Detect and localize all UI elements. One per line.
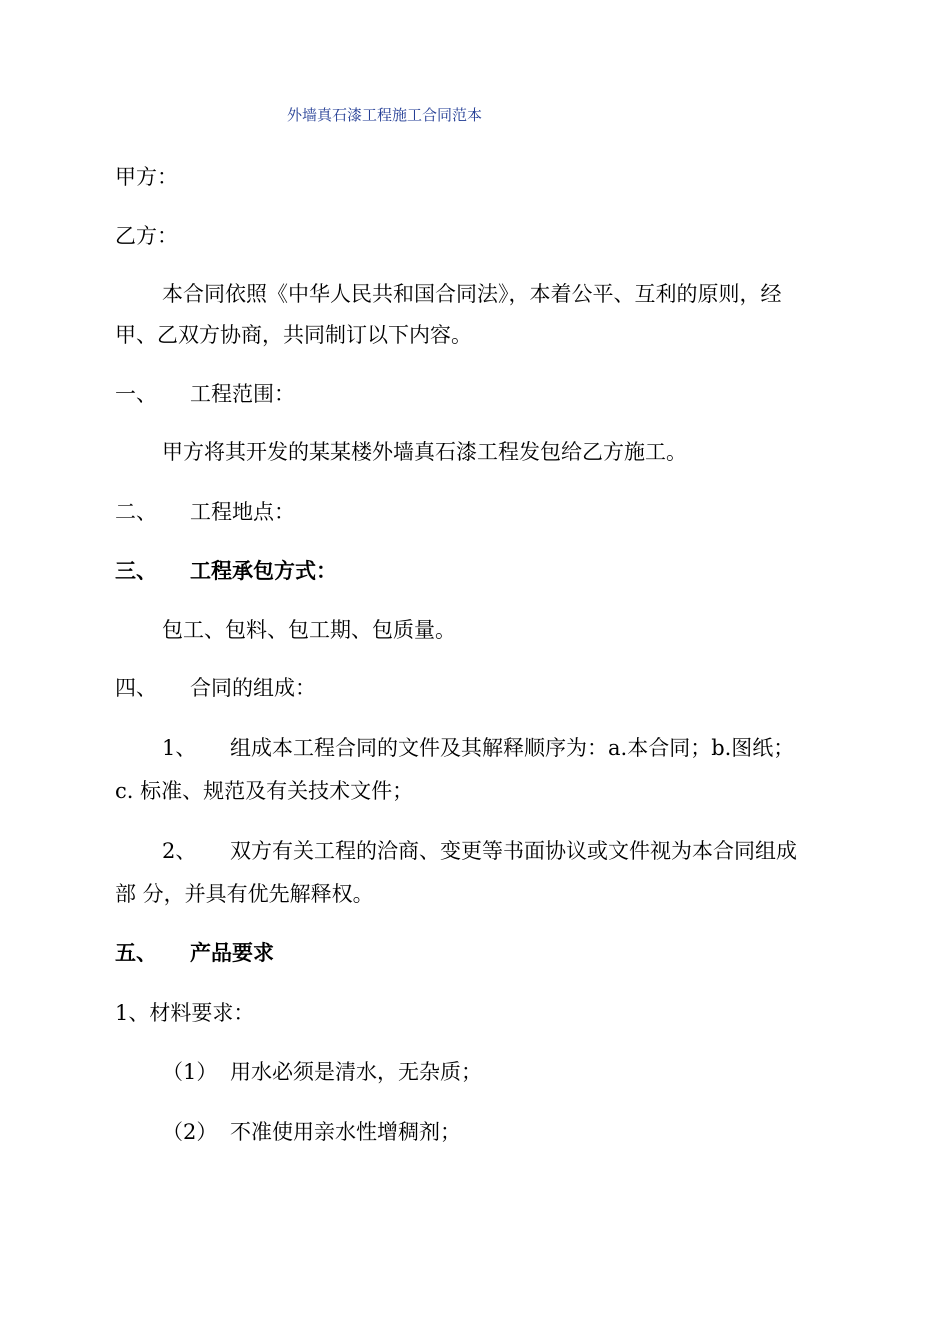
section-title: 合同的组成： xyxy=(190,676,316,700)
section-heading-1 xyxy=(115,379,295,409)
section-number: 四、 xyxy=(115,676,157,700)
section-heading-4 xyxy=(115,673,316,703)
section-title: 工程承包方式： xyxy=(190,558,337,583)
section-number: 二、 xyxy=(115,500,157,524)
document-title: 外墙真石漆工程施工合同范本 xyxy=(287,106,483,124)
item-number: 1、 xyxy=(162,736,197,760)
material-item-2 xyxy=(162,1117,461,1147)
intro-paragraph-line1: 本合同依照《中华人民共和国合同法》，本着公平、互利的原则，经 xyxy=(162,282,782,306)
item-number: （1） xyxy=(162,1060,218,1084)
item-text: 用水必须是清水，无杂质； xyxy=(230,1060,482,1084)
composition-item-1-line2: c. 标准、规范及有关技术文件； xyxy=(115,779,414,803)
section-body-3: 包工、包料、包工期、包质量。 xyxy=(162,618,456,642)
party-a-label: 甲方： xyxy=(115,165,178,189)
intro-paragraph-line2: 甲、乙双方协商，共同制订以下内容。 xyxy=(115,323,472,347)
item-number: （2） xyxy=(162,1120,218,1144)
item-text: 不准使用亲水性增稠剂； xyxy=(230,1120,461,1144)
material-item-1 xyxy=(162,1057,482,1087)
material-heading: 1、材料要求： xyxy=(115,1001,255,1025)
section-number: 五、 xyxy=(115,940,157,965)
item-number: 2、 xyxy=(162,839,197,863)
composition-item-2-line1 xyxy=(162,836,797,866)
composition-item-1-line1 xyxy=(162,733,794,763)
composition-item-2-line2: 部 分，并具有优先解释权。 xyxy=(115,882,374,906)
section-body-1: 甲方将其开发的某某楼外墙真石漆工程发包给乙方施工。 xyxy=(162,440,687,464)
item-text: 组成本工程合同的文件及其解释顺序为：a.本合同；b.图纸； xyxy=(230,736,795,760)
section-title: 工程范围： xyxy=(190,382,295,406)
section-title: 工程地点： xyxy=(190,500,295,524)
section-number: 三、 xyxy=(115,558,157,583)
section-heading-2 xyxy=(115,497,295,527)
item-text: 双方有关工程的洽商、变更等书面协议或文件视为本合同组成 xyxy=(230,839,797,863)
section-heading-5 xyxy=(115,938,274,968)
party-b-label: 乙方： xyxy=(115,224,178,248)
section-heading-3 xyxy=(115,556,337,586)
section-title: 产品要求 xyxy=(190,940,274,965)
section-number: 一、 xyxy=(115,382,157,406)
